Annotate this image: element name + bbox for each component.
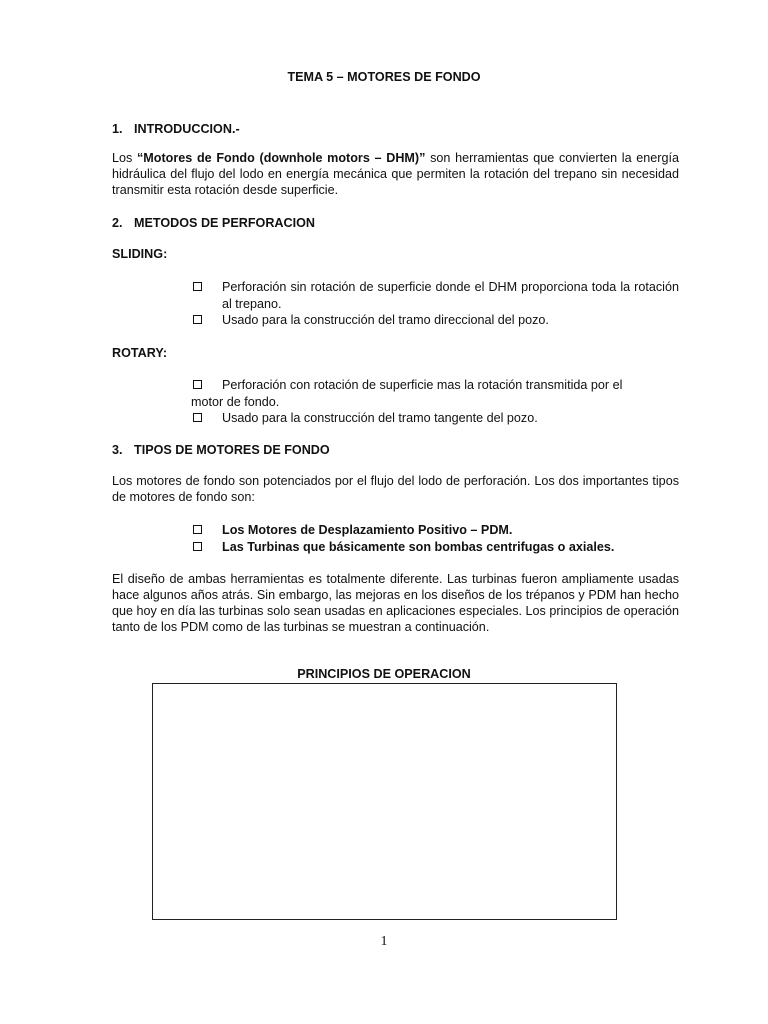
types-intro-paragraph: Los motores de fondo son potenciados por el flujo del lodo de perforación. Los dos importantes tipos de motores de fondo son: [112,474,679,504]
document-title: TEMA 5 – MOTORES DE FONDO [287,70,481,84]
list-item: Las Turbinas que básicamente son bombas centrifugas o axiales. [191,539,679,556]
section-number: 2. [112,216,123,230]
section-number: 1. [112,122,123,136]
sliding-list [191,279,679,329]
figure-placeholder-box [152,683,617,920]
checkbox-bullet-icon [193,380,202,389]
section-1-heading [112,121,679,137]
checkbox-bullet-icon [193,525,202,534]
sliding-label: SLIDING: [112,247,168,261]
section-3-heading [112,442,679,458]
page-number: 1 [380,934,388,949]
checkbox-bullet-icon [193,282,202,291]
intro-bold-term: “Motores de Fondo (downhole motors – DHM)” [137,151,426,165]
intro-prefix: Los [112,151,137,165]
rotary-label: ROTARY: [112,346,168,360]
section-heading-text: TIPOS DE MOTORES DE FONDO [134,443,330,457]
figure-caption: PRINCIPIOS DE OPERACION [297,667,471,681]
section-heading-text: INTRODUCCION.- [134,122,240,136]
section-heading-text: METODOS DE PERFORACION [134,216,315,230]
section-number: 3. [112,443,123,457]
design-paragraph: El diseño de ambas herramientas es totalmente diferente. Las turbinas fueron ampliamente usadas hace algunos años atrás. Sin embargo, las mejoras en los diseños de los trépanos y PDM han hecho que hoy en día las turbinas solo sean usadas en aplicaciones especiales. Los principios de operación tanto de los PDM como de las turbinas se muestran a continuación. [112,572,679,634]
rotary-list [191,377,679,427]
types-list [191,522,679,555]
checkbox-bullet-icon [193,315,202,324]
list-item: Perforación con rotación de superficie mas la rotación transmitida por el motor de fondo. [191,378,623,409]
list-item: Usado para la construcción del tramo tangente del pozo. [191,410,679,427]
intro-rest: son herramientas que convierten la energía hidráulica del flujo del lodo en energía mecánica que permiten la rotación del trepano sin necesidad transmitir esta rotación desde superficie. [112,151,679,197]
list-item: Usado para la construcción del tramo direccional del pozo. [191,312,679,329]
intro-paragraph [112,150,679,198]
list-item: Perforación sin rotación de superficie donde el DHM proporciona toda la rotación al trepano. [191,279,679,312]
checkbox-bullet-icon [193,542,202,551]
checkbox-bullet-icon [193,413,202,422]
list-item: Los Motores de Desplazamiento Positivo – PDM. [191,522,679,539]
section-2-heading [112,215,679,231]
